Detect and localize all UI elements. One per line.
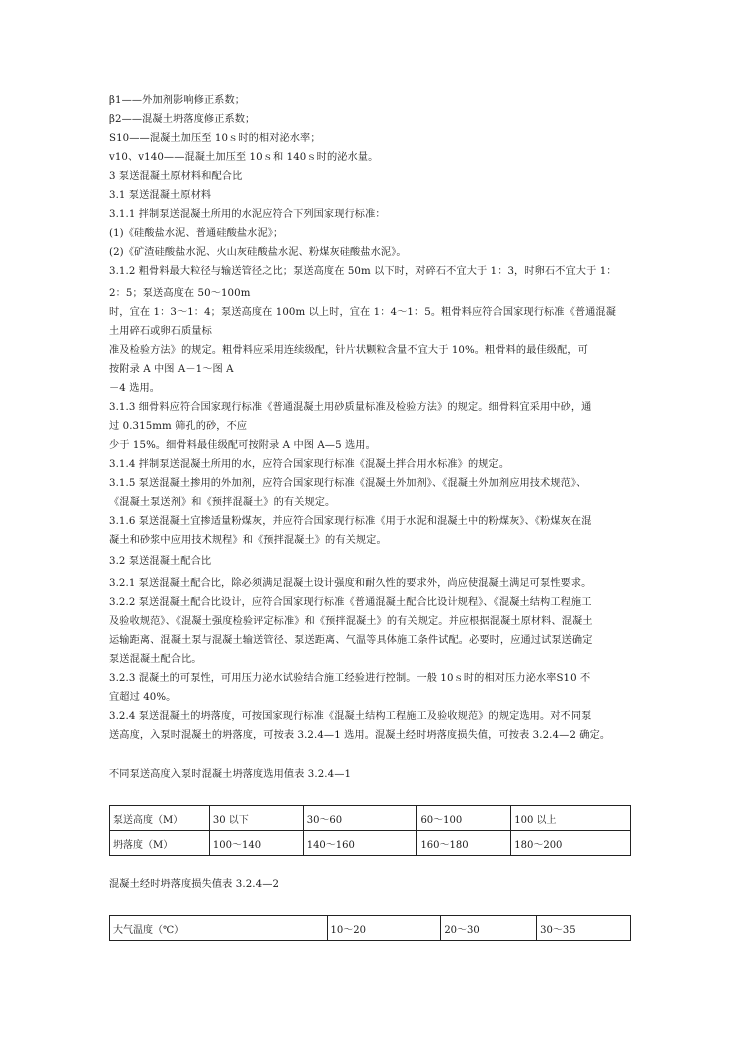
table-row [110,831,631,856]
text-line: 过 0.315mm 筛孔的砂，不应 [109,421,248,432]
table-cell: 160～180 [417,831,511,856]
text-line: 3.1.2 粗骨料最大粒径与输送管径之比；泵送高度在 50m 以下时，对碎石不宜大于 1：3，时卵石不宜大于 1： [109,266,617,277]
text-line: 2：5；泵送高度在 50～100m [109,288,251,299]
text-line: 3.1 泵送混凝土原材料 [109,190,212,201]
table-row [110,916,631,941]
text-line: 按附录 A 中图 A－1～图 A [109,364,234,375]
text-line: 3.1.3 细骨料应符合国家现行标准《普通混凝土用砂质量标准及检验方法》的规定。细骨料宜采用中砂，通 [109,402,592,413]
text-line: 3.2 泵送混凝土配合比 [109,556,212,567]
table-cell: 20～30 [441,916,537,941]
table-cell: 泵送高度（M） [110,806,210,831]
table-cell: 30 以下 [209,806,303,831]
text-line: S10——混凝土加压至 10ｓ时的相对泌水率； [109,133,321,144]
text-line: 3.1.6 泵送混凝土宜掺适量粉煤灰，并应符合国家现行标准《用于水泥和混凝土中的粉煤灰》、《粉煤灰在混 [109,516,592,527]
table-cell: 100 以上 [511,806,631,831]
text-line: 时，宜在 1：3～1：4；泵送高度在 100m 以上时，宜在 1：4～1：5。粗骨料应符合国家现行标准《普通混凝 [109,307,617,318]
text-line: 3.1.4 拌制泵送混凝土所用的水，应符合国家现行标准《混凝土拌合用水标准》的规定。 [109,459,510,470]
table-cell: 30～35 [537,916,631,941]
table2-caption: 混凝土经时坍落度损失值表 3.2.4—2 [109,879,280,890]
table-cell: 140～160 [303,831,417,856]
text-line: 土用碎石或卵石质量标 [109,326,212,337]
table-cell: 大气温度（℃） [110,916,328,941]
text-line: －4 选用。 [109,383,161,394]
text-line: 送高度，入泵时混凝土的坍落度，可按表 3.2.4—1 选用。混凝土经时坍落度损失值，可按表 3.2.4—2 确定。 [109,730,611,741]
text-line: β1——外加剂影响修正系数； [109,95,246,106]
text-line: 3.2.2 泵送混凝土配合比设计，应符合国家现行标准《普通混凝土配合比设计规程》、《混凝土结构工程施工 [109,597,592,608]
text-line: 3.2.1 泵送混凝土配合比，除必须满足混凝土设计强度和耐久性的要求外，尚应使混凝土满足可泵性要求。 [109,578,592,589]
table-cell: 100～140 [209,831,303,856]
text-line: 3 泵送混凝土原材料和配合比 [109,171,243,182]
text-line: 准及检验方法》的规定。粗骨料应采用连续级配，针片状颗粒含量不宜大于 10%。粗骨料的最佳级配，可 [109,345,588,356]
text-line: v10、v140——混凝土加压至 10ｓ和 140ｓ时的泌水量。 [109,152,379,163]
text-line: 及验收规范》、《混凝土强度检验评定标准》和《预拌混凝土》的有关规定。并应根据混凝土原材料、混凝土 [109,616,593,627]
text-line: 少于 15%。细骨料最佳级配可按附录 A 中图 A—5 选用。 [109,440,376,451]
slump-selection-table [109,805,631,856]
table-cell: 10～20 [327,916,441,941]
text-line: 凝土和砂浆中应用技术规程》和《预拌混凝土》的有关规定。 [109,535,387,546]
text-line: 宜超过 40%。 [109,692,177,703]
table-row [110,806,631,831]
text-line: 3.1.5 泵送混凝土掺用的外加剂，应符合国家现行标准《混凝土外加剂》、《混凝土外加剂应用技术规范》、 [109,478,587,489]
table-cell: 30～60 [303,806,417,831]
text-line: (1)《硅酸盐水泥、普通硅酸盐水泥》； [109,228,284,239]
table1-caption: 不同泵送高度入泵时混凝土坍落度选用值表 3.2.4—1 [109,769,352,780]
table-cell: 60～100 [417,806,511,831]
text-line: 《混凝土泵送剂》和《预拌混凝土》的有关规定。 [109,497,336,508]
text-line: (2)《矿渣硅酸盐水泥、火山灰硅酸盐水泥、粉煤灰硅酸盐水泥》。 [109,247,407,258]
text-line: 3.2.3 混凝土的可泵性，可用压力泌水试验结合施工经验进行控制。一般 10ｓ时的相对压力泌水率S10 不 [109,673,591,684]
table-cell: 180～200 [511,831,631,856]
text-line: 运输距离、混凝土泵与混凝土输送管径、泵送距离、气温等具体施工条件试配。必要时，应通过试泵送确定 [109,635,593,646]
text-line: 3.1.1 拌制泵送混凝土所用的水泥应符合下列国家现行标准： [109,209,386,220]
slump-loss-table [109,915,631,941]
table-cell: 坍落度（M） [110,831,210,856]
text-line: 泵送混凝土配合比。 [109,654,202,665]
text-line: 3.2.4 泵送混凝土的坍落度，可按国家现行标准《混凝土结构工程施工及验收规范》的规定选用。对不同泵 [109,711,592,722]
text-line: β2——混凝土坍落度修正系数； [109,114,256,125]
